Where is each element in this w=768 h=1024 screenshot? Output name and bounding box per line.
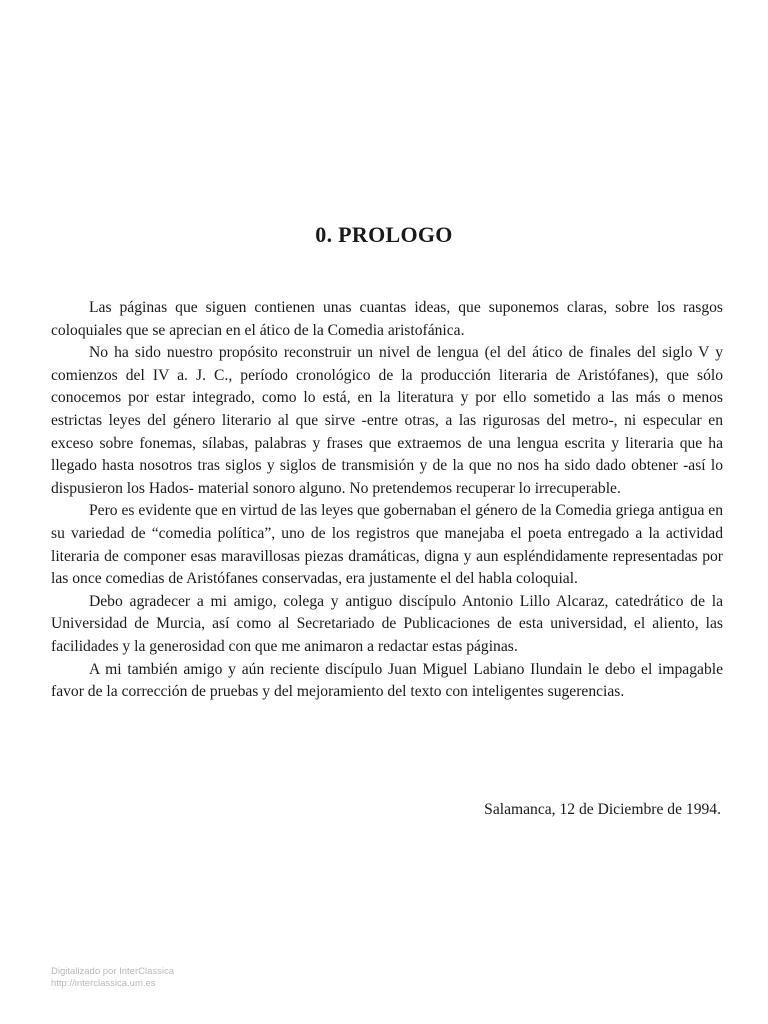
prologue-body <box>51 297 723 704</box>
digitization-footer <box>51 966 174 990</box>
footer-credit: Digitalizado por InterClassica <box>51 966 175 977</box>
page-title: 0. PROLOGO <box>315 222 453 247</box>
paragraph-5: A mi también amigo y aún reciente discípulo Juan Miguel Labiano Ilundain le debo el impagable favor de la corrección de pruebas y del mejoramiento del texto con inteligentes sugerencias. <box>51 660 723 701</box>
paragraph-3: Pero es evidente que en virtud de las leyes que gobernaban el género de la Comedia griega antigua en su variedad de “comedia política”, uno de los registros que manejaba el poeta entregado a la actividad literaria de componer esas maravillosas piezas dramáticas, digna y aun espléndidamente representadas por las once comedias de Aristófanes conservadas, era justamente el del habla coloquial. <box>51 502 723 588</box>
footer-url: http://interclassica.um.es <box>51 978 156 989</box>
paragraph-2: No ha sido nuestro propósito reconstruir un nivel de lengua (el del ático de finales del siglo V y comienzos del IV a. J. C., período cronológico de la producción literaria de Aristófanes), que sólo conocemos por estar integrado, como lo está, en la literatura y por ello sometido a las más o menos estrictas leyes del género literario al que sirve -entre otras, a las rigurosas del metro-, ni especular en exceso sobre fonemas, sílabas, palabras y frases que extraemos de una lengua escrita y literaria que ha llegado hasta nosotros tras siglos y siglos de transmisión y de la que no nos ha sido dado obtener -así lo dispusieron los Hados- material sonoro alguno. No pretendemos recuperar lo irrecuperable. <box>51 344 723 497</box>
paragraph-4: Debo agradecer a mi amigo, colega y antiguo discípulo Antonio Lillo Alcaraz, catedrático de la Universidad de Murcia, así como al Secretariado de Publicaciones de esta universidad, el aliento, las facilidades y la generosidad con que me animaron a redactar estas páginas. <box>51 592 723 655</box>
paragraph-1: Las páginas que siguen contienen unas cuantas ideas, que suponemos claras, sobre los rasgos coloquiales que se aprecian en el ático de la Comedia aristofánica. <box>51 299 723 339</box>
signature-line: Salamanca, 12 de Diciembre de 1994. <box>484 801 721 818</box>
